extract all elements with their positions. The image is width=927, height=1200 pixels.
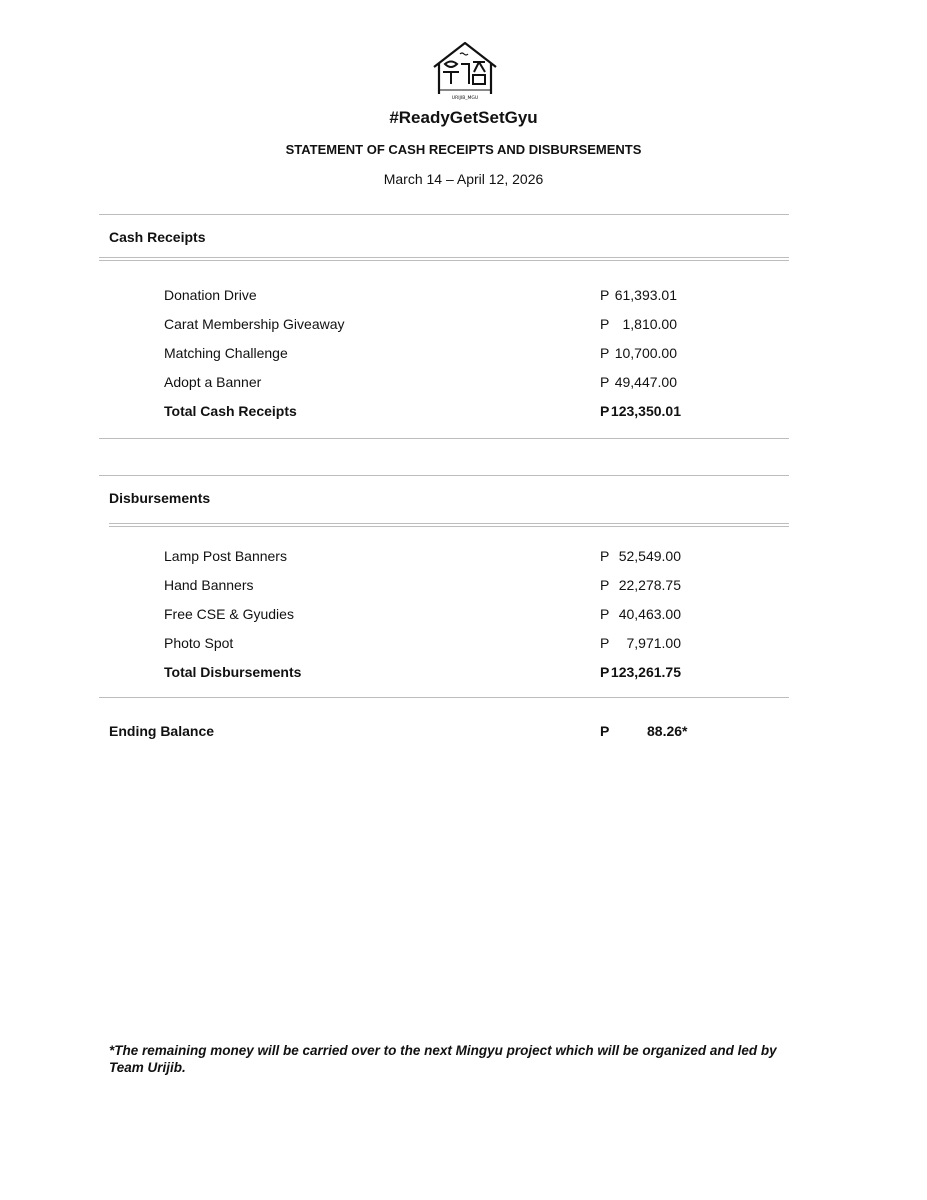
row-amount: 52,549.00 [618, 548, 681, 564]
total-label: Total Cash Receipts [164, 403, 297, 419]
footnote: *The remaining money will be carried over to the next Mingyu project which will be organized and led by Team Urijib. [109, 1043, 777, 1075]
row-label: Donation Drive [164, 287, 257, 303]
row-label: Carat Membership Giveaway [164, 316, 345, 332]
total-currency: P [600, 664, 610, 680]
receipt-row [164, 374, 764, 392]
row-amount: 22,278.75 [618, 577, 681, 593]
row-label: Lamp Post Banners [164, 548, 287, 564]
total-currency: P [600, 403, 610, 419]
disbursements-heading: Disbursements [109, 490, 211, 506]
row-currency: P [600, 287, 610, 303]
row-label: Matching Challenge [164, 345, 288, 361]
row-label: Free CSE & Gyudies [164, 606, 294, 622]
disbursement-row [164, 606, 764, 624]
row-amount: 10,700.00 [614, 345, 677, 361]
row-currency: P [600, 606, 610, 622]
row-amount: 61,393.01 [614, 287, 677, 303]
total-label: Total Disbursements [164, 664, 302, 680]
divider [99, 697, 789, 698]
divider [99, 438, 789, 439]
row-currency: P [600, 577, 610, 593]
row-amount: 1,810.00 [622, 316, 677, 332]
row-label: Photo Spot [164, 635, 234, 651]
house-logo-icon [431, 40, 499, 102]
row-amount: 49,447.00 [614, 374, 677, 390]
statement-period: March 14 – April 12, 2026 [383, 171, 544, 187]
disbursement-row [164, 635, 764, 653]
statement-title: STATEMENT OF CASH RECEIPTS AND DISBURSEMENTS [285, 142, 642, 157]
disbursement-row [164, 577, 764, 595]
receipt-row [164, 345, 764, 363]
receipts-total-row [164, 403, 764, 421]
disbursements-total-row [164, 664, 764, 682]
disbursement-row [164, 548, 764, 566]
ending-balance-row [109, 723, 709, 741]
double-divider [109, 523, 789, 527]
hashtag-title: #ReadyGetSetGyu [389, 108, 538, 127]
row-label: Adopt a Banner [164, 374, 262, 390]
receipts-heading: Cash Receipts [109, 229, 206, 245]
total-amount: 123,261.75 [610, 664, 681, 680]
row-currency: P [600, 316, 610, 332]
divider [99, 214, 789, 215]
ending-balance-amount: 88.26* [647, 723, 688, 739]
total-amount: 123,350.01 [610, 403, 681, 419]
row-currency: P [600, 635, 610, 651]
row-label: Hand Banners [164, 577, 254, 593]
row-amount: 40,463.00 [618, 606, 681, 622]
row-currency: P [600, 548, 610, 564]
row-currency: P [600, 345, 610, 361]
divider [99, 475, 789, 476]
receipt-row [164, 316, 764, 334]
row-amount: 7,971.00 [626, 635, 681, 651]
receipt-row [164, 287, 764, 305]
ending-balance-currency: P [600, 723, 610, 739]
svg-text:URIJIB_MGU: URIJIB_MGU [451, 96, 479, 101]
row-currency: P [600, 374, 610, 390]
ending-balance-label: Ending Balance [109, 723, 215, 739]
double-divider [99, 257, 789, 261]
